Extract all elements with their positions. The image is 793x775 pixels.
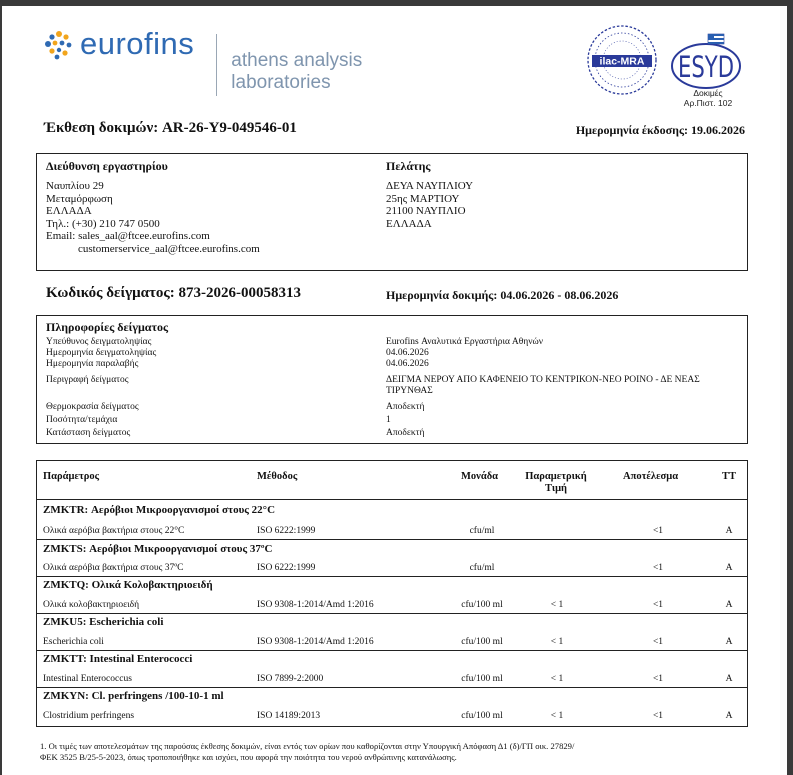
client-line: ΔΕΥΑ ΝΑΥΠΛΙΟΥ xyxy=(386,180,474,192)
address-client-box xyxy=(36,153,748,271)
footnote-line2: ΦΕΚ 3525 Β/25-5-2023, όπως τροποποιήθηκε και ισχύει, που αφορά την ποιότητα του νερού ανθρώπινης κατανάλωσης. xyxy=(40,752,457,762)
header-method: Μέθοδος xyxy=(257,471,298,482)
cell-parameter: Ολικά αερόβια βακτήρια στους 22°C xyxy=(43,526,185,536)
sample-info-box xyxy=(36,315,748,444)
cell-unit: cfu/100 ml xyxy=(461,600,503,610)
brand-name: eurofins xyxy=(80,26,195,61)
accreditation-caption-line2: Αρ.Πιστ. 102 xyxy=(683,98,733,108)
sample-info-value: Αποδεκτή xyxy=(386,428,425,438)
sample-code: Κωδικός δείγματος: 873-2026-00058313 xyxy=(46,285,301,301)
test-date: Ημερομηνία δοκιμής: 04.06.2026 - 08.06.2026 xyxy=(386,288,619,302)
header-tt: ΤΤ xyxy=(722,471,737,482)
svg-text:ESYD: ESYD xyxy=(678,50,734,84)
cell-parameter: Clostridium perfringens xyxy=(43,711,135,721)
cell-method: ISO 7899-2:2000 xyxy=(257,674,324,684)
row-divider xyxy=(37,613,747,614)
cell-unit: cfu/100 ml xyxy=(461,711,503,721)
report-title: Έκθεση δοκιμών: AR-26-Y9-049546-01 xyxy=(44,120,297,136)
row-divider xyxy=(37,687,747,688)
cell-method: ISO 9308-1:2014/Amd 1:2016 xyxy=(257,600,374,610)
cell-result: <1 xyxy=(652,637,664,647)
cell-tt: A xyxy=(725,711,733,721)
eurofins-dots-icon xyxy=(44,30,74,60)
client-title: Πελάτης xyxy=(386,159,431,173)
footnote xyxy=(40,741,760,763)
group-title: ZMKTR: Αερόβιοι Μικροοργανισμοί στους 22°C xyxy=(43,504,276,516)
header-unit: Μονάδα xyxy=(461,471,499,482)
footnote-line1: 1. Οι τιμές των αποτελεσμάτων της παρούσας έκθεσης δοκιμών, είναι εντός των ορίων που καθορίζονται στην Υπουργική Απόφαση Δ1 (δ)/ΓΠ οικ. 27829/ xyxy=(40,741,575,751)
sample-info-value: 1 xyxy=(386,415,391,425)
header-parametric-value-line2: Τιμή xyxy=(545,483,567,494)
accreditation-caption-line1: Δοκιμές xyxy=(693,88,723,98)
header-divider xyxy=(37,499,747,500)
cell-result: <1 xyxy=(652,674,664,684)
group-title: ZMKTS: Αερόβιοι Μικροοργανισμοί στους 37ºC xyxy=(43,543,273,555)
sample-info-title: Πληροφορίες δείγματος xyxy=(46,320,169,334)
cell-result: <1 xyxy=(652,600,664,610)
cell-parameter: Intestinal Enterococcus xyxy=(43,674,132,684)
sample-info-label: Θερμοκρασία δείγματος xyxy=(46,402,139,412)
cell-parametric-value: < 1 xyxy=(550,637,564,647)
client-line: 21100 ΝΑΥΠΛΙΟ xyxy=(386,205,466,217)
cell-tt: A xyxy=(725,637,733,647)
cell-parameter: Escherichia coli xyxy=(43,637,104,647)
eurofins-logo xyxy=(44,26,362,96)
sample-info-value: 04.06.2026 xyxy=(386,359,429,369)
cell-tt: A xyxy=(725,600,733,610)
sample-info-label: Ημερομηνία δειγματοληψίας xyxy=(46,348,157,358)
accreditation-caption xyxy=(668,88,748,108)
group-title: ZMKTT: Intestinal Enterococci xyxy=(43,653,193,665)
logo-divider xyxy=(216,34,217,96)
sample-info-label: Ποσότητα/τεμάχια xyxy=(46,415,118,425)
header-parametric-value-line1: Παραμετρική xyxy=(525,471,587,482)
sample-info-label: Περιγραφή δείγματος xyxy=(46,375,129,385)
ilac-mra-icon xyxy=(588,26,656,94)
issue-date: Ημερομηνία έκδοσης: 19.06.2026 xyxy=(575,123,745,137)
window-top-edge xyxy=(0,0,793,6)
cell-unit: cfu/ml xyxy=(469,526,495,536)
cell-method: ISO 6222:1999 xyxy=(257,563,316,573)
cell-unit: cfu/100 ml xyxy=(461,637,503,647)
lab-email-secondary[interactable]: customerservice_aal@ftcee.eurofins.com xyxy=(78,242,260,255)
client-line: ΕΛΛΑΔΑ xyxy=(386,217,432,230)
brand-subtitle-line2: laboratories xyxy=(231,72,331,93)
group-title: ZMKYN: Cl. perfringens /100-10-1 ml xyxy=(43,690,224,702)
group-title: ZMKTQ: Ολικά Κολοβακτηριοειδή xyxy=(43,579,213,591)
header-parametric-value xyxy=(517,471,595,495)
group-title: ZMKU5: Escherichia coli xyxy=(43,616,164,628)
cell-tt: A xyxy=(725,674,733,684)
window-right-edge xyxy=(787,0,793,775)
header-parameter: Παράμετρος xyxy=(43,471,100,482)
sample-info-value: ΔΕΙΓΜΑ ΝΕΡΟΥ ΑΠΟ ΚΑΦΕΝΕΙΟ ΤΟ ΚΕΝΤΡΙΚΟΝ-ΝΕΟ ΡΟΙΝΟ - ΔΕ ΝΕΑΣ ΤΙΡΥΝΘΑΣ xyxy=(386,375,700,396)
cell-result: <1 xyxy=(652,563,664,573)
cell-result: <1 xyxy=(652,711,664,721)
esyd-icon xyxy=(672,34,740,88)
lab-address-line: Μεταμόρφωση xyxy=(46,192,113,205)
cell-method: ISO 6222:1999 xyxy=(257,526,316,536)
lab-address-line: ΕΛΛΑΔΑ xyxy=(46,205,92,217)
cell-parameter: Ολικά αερόβια βακτήρια στους 37ºC xyxy=(43,563,184,573)
sample-info-label: Υπεύθυνος δειγματοληψίας xyxy=(46,337,152,347)
lab-address-title: Διεύθυνση εργαστηρίου xyxy=(46,159,168,173)
sample-info-label: Κατάσταση δείγματος xyxy=(46,428,131,438)
cell-tt: A xyxy=(725,563,733,573)
client-line: 25ης ΜΑΡΤΙΟΥ xyxy=(386,192,460,205)
cell-method: ISO 14189:2013 xyxy=(257,711,321,721)
cell-parametric-value: < 1 xyxy=(550,711,564,721)
sample-info-label: Ημερομηνία παραλαβής xyxy=(46,359,139,369)
window-left-edge xyxy=(0,0,2,775)
row-divider xyxy=(37,650,747,651)
row-divider xyxy=(37,576,747,577)
svg-text:ilac-MRA: ilac-MRA xyxy=(599,55,645,68)
cell-parametric-value: < 1 xyxy=(550,674,564,684)
cell-unit: cfu/ml xyxy=(469,563,495,573)
header-result: Αποτέλεσμα xyxy=(623,471,679,482)
sample-info-value: Eurofins Αναλυτικά Εργαστήρια Αθηνών xyxy=(386,337,544,347)
cell-tt: A xyxy=(725,526,733,536)
cell-parameter: Ολικά κολοβακτηριοειδή xyxy=(43,600,140,610)
lab-email[interactable]: Email: sales_aal@ftcee.eurofins.com xyxy=(46,230,210,242)
brand-subtitle xyxy=(231,50,362,94)
sample-info-value: 04.06.2026 xyxy=(386,348,429,358)
cell-method: ISO 9308-1:2014/Amd 1:2016 xyxy=(257,637,374,647)
brand-subtitle-line1: athens analysis xyxy=(231,50,363,71)
cell-unit: cfu/100 ml xyxy=(461,674,503,684)
cell-parametric-value: < 1 xyxy=(550,600,564,610)
lab-phone: Τηλ.: (+30) 210 747 0500 xyxy=(46,217,160,230)
lab-address-line: Ναυπλίου 29 xyxy=(46,180,104,192)
row-divider xyxy=(37,539,747,540)
results-table xyxy=(36,460,748,727)
cell-result: <1 xyxy=(652,526,664,536)
sample-info-value: Αποδεκτή xyxy=(386,402,425,412)
